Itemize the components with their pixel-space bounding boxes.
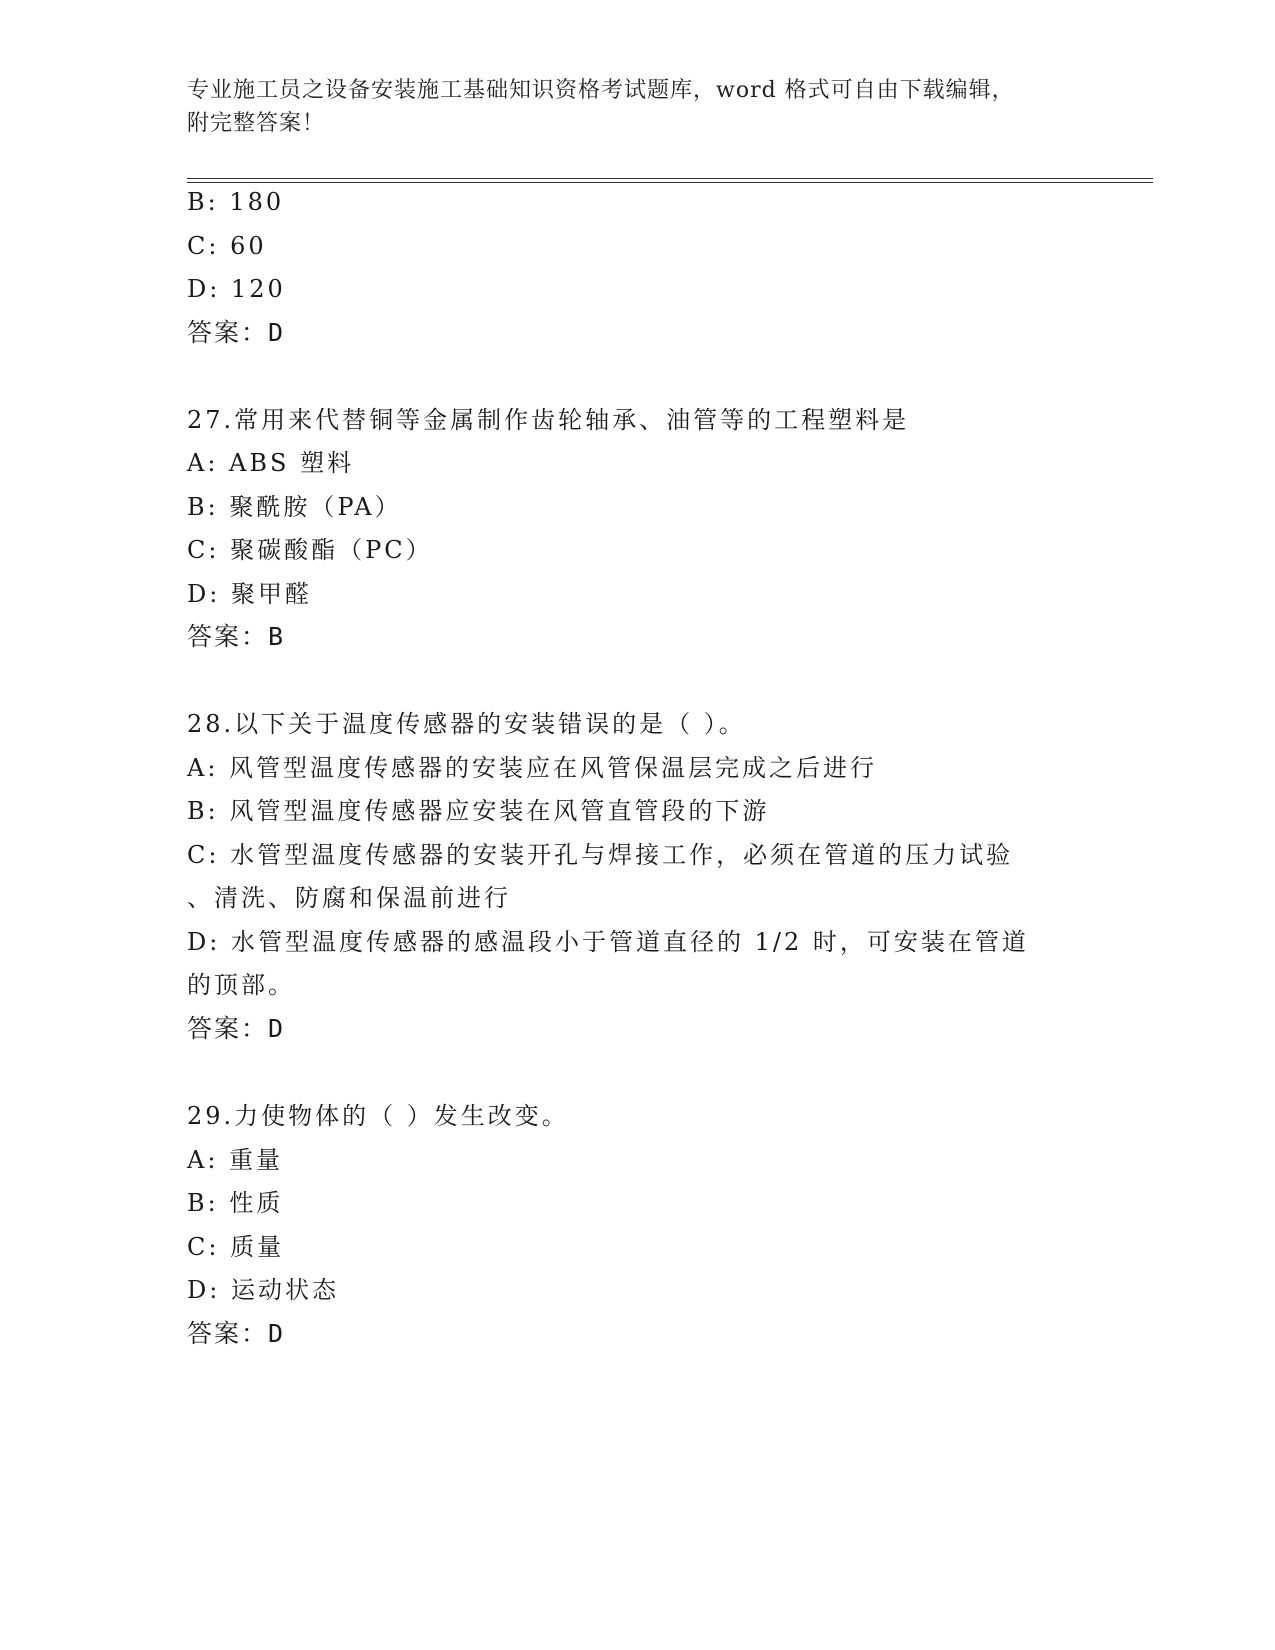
- q26-answer: 答案：D: [187, 318, 286, 347]
- q28-option-c-line-1: C: 水管型温度传感器的安装开孔与焊接工作，必须在管道的压力试验: [187, 841, 1014, 869]
- header-line-2: 附完整答案！: [187, 111, 326, 136]
- q29-option-b: B: 性质: [187, 1189, 284, 1217]
- q29-option-a: A: 重量: [187, 1146, 284, 1174]
- q27-option-c: C: 聚碳酸酯（PC）: [187, 536, 433, 564]
- header-divider-top: [187, 178, 1153, 179]
- q29-option-d: D: 运动状态: [187, 1276, 339, 1304]
- q27-option-a: A: ABS 塑料: [187, 449, 355, 477]
- q28-option-c-line-2: 、清洗、防腐和保温前进行: [187, 884, 511, 912]
- q28-option-a: A: 风管型温度传感器的安装应在风管保温层完成之后进行: [187, 754, 878, 782]
- q26-option-c: C: 60: [187, 232, 267, 260]
- q28-answer: 答案：D: [187, 1014, 286, 1043]
- q26-option-d: D: 120: [187, 275, 286, 303]
- q29-answer: 答案：D: [187, 1319, 286, 1348]
- q27-answer: 答案：B: [187, 622, 286, 651]
- q28-option-b: B: 风管型温度传感器应安装在风管直管段的下游: [187, 797, 770, 825]
- q26-option-b: B: 180: [187, 188, 285, 216]
- document-header: [187, 74, 1087, 140]
- q28-option-d-line-2: 的顶部。: [187, 971, 295, 999]
- header-divider-bottom: [187, 182, 1153, 183]
- q27-option-d: D: 聚甲醛: [187, 580, 312, 608]
- q27-stem: 27.常用来代替铜等金属制作齿轮轴承、油管等的工程塑料是: [187, 406, 910, 434]
- header-line-1: 专业施工员之设备安装施工基础知识资格考试题库，word 格式可自由下载编辑，: [187, 78, 1015, 103]
- q27-option-b: B: 聚酰胺（PA）: [187, 493, 402, 521]
- q29-stem: 29.力使物体的（ ）发生改变。: [187, 1102, 569, 1130]
- q28-stem: 28.以下关于温度传感器的安装错误的是（ ）。: [187, 710, 746, 738]
- q28-option-d-line-1: D: 水管型温度传感器的感温段小于管道直径的 1/2 时，可安装在管道: [187, 928, 1029, 956]
- q29-option-c: C: 质量: [187, 1233, 285, 1261]
